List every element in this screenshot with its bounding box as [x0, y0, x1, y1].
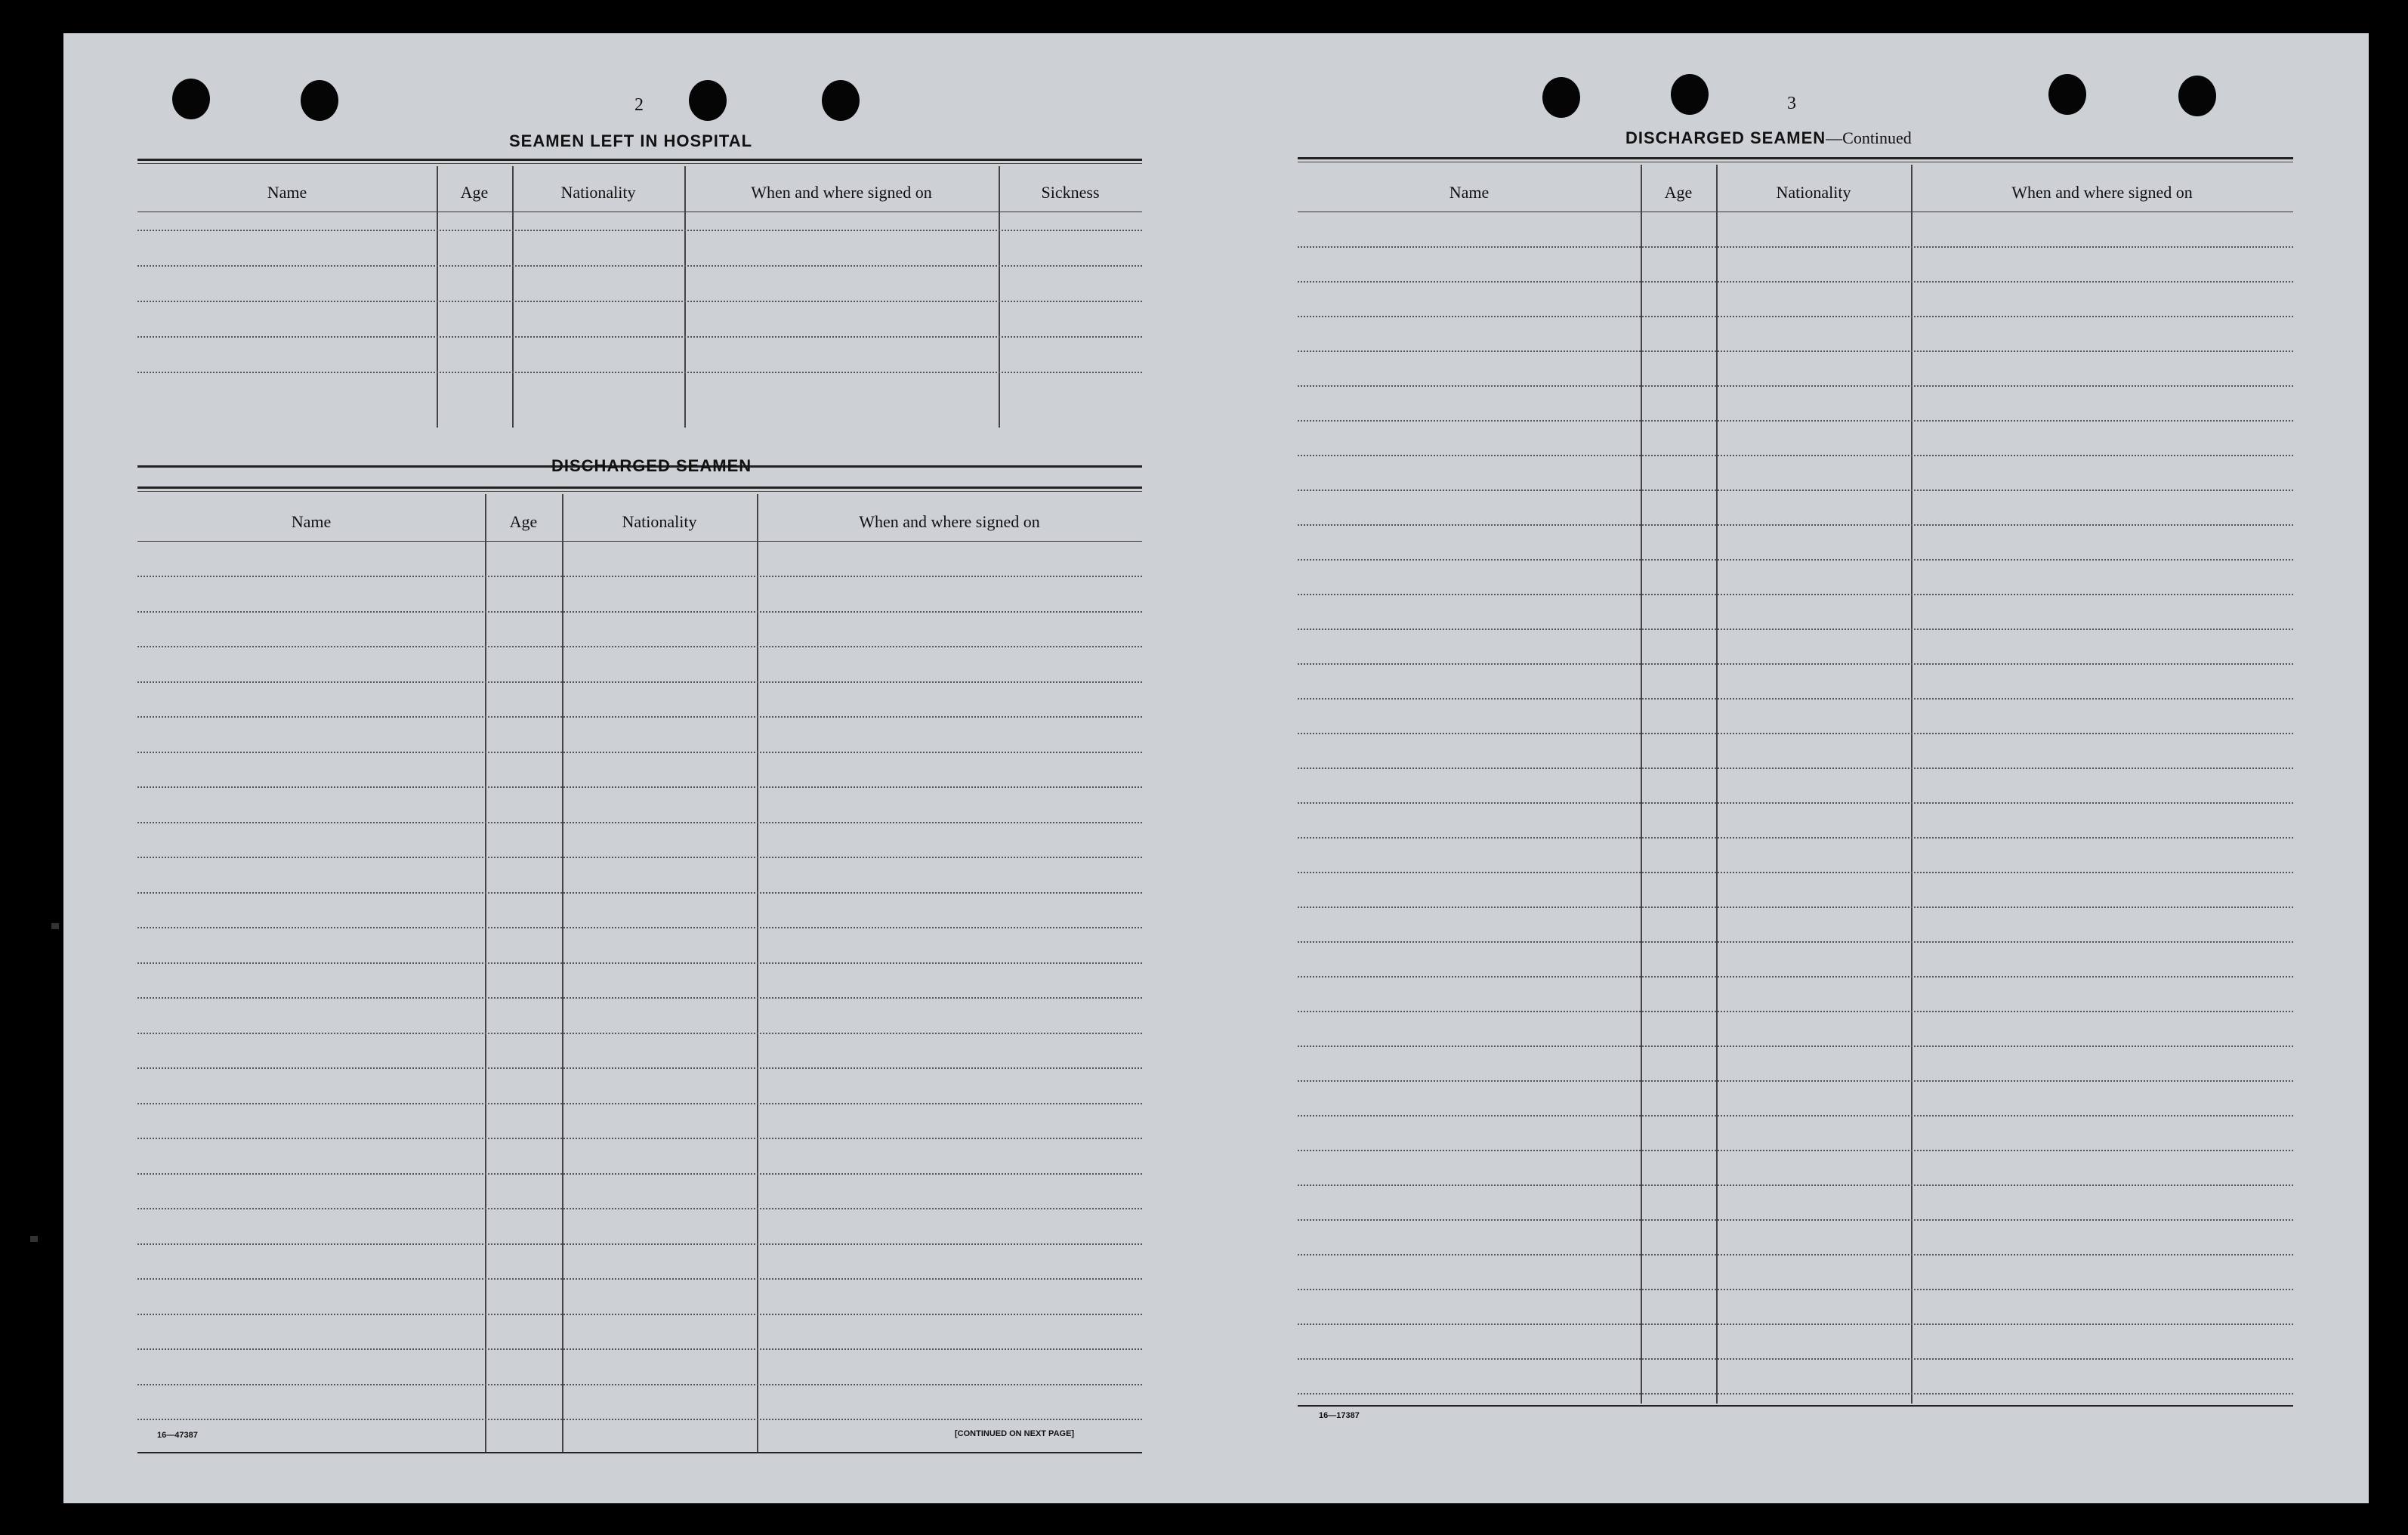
ruled-row	[1298, 351, 2293, 352]
ruled-row	[1298, 455, 2293, 456]
ruled-row	[1298, 976, 2293, 978]
ruled-row	[137, 716, 1142, 718]
ruled-row	[137, 611, 1142, 613]
ruled-row	[1298, 316, 2293, 317]
discharged-rows-left	[137, 486, 1142, 1453]
ruled-row	[137, 1208, 1142, 1209]
ruled-row	[137, 576, 1142, 577]
ruled-row	[1298, 594, 2293, 595]
ruled-row	[137, 230, 1142, 231]
ruled-row	[137, 1243, 1142, 1245]
form-number-left: 16—47387	[157, 1431, 198, 1440]
ruled-row	[137, 1278, 1142, 1280]
ruled-row	[137, 1419, 1142, 1420]
ruled-row	[1298, 1358, 2293, 1360]
ruled-row	[1298, 733, 2293, 734]
column-header-name: Name	[267, 183, 307, 202]
ruled-row	[1298, 698, 2293, 700]
punch-hole	[1542, 77, 1580, 118]
scan-speck	[51, 923, 59, 929]
punch-hole	[301, 80, 338, 121]
ruled-row	[1298, 1080, 2293, 1082]
ruled-row	[1298, 1289, 2293, 1290]
column-header-signed-on: When and where signed on	[859, 512, 1040, 531]
ruled-row	[137, 646, 1142, 647]
hospital-rows	[137, 159, 1142, 431]
ruled-row	[1298, 837, 2293, 839]
column-header-name: Name	[291, 512, 332, 531]
scan-speck	[30, 1236, 38, 1242]
punch-hole	[822, 80, 860, 121]
column-header-signed-on: When and where signed on	[2011, 183, 2193, 202]
ruled-row	[1298, 490, 2293, 491]
discharged-title-suffix: —Continued	[1826, 128, 1912, 147]
ruled-row	[137, 786, 1142, 788]
ruled-row	[1298, 1219, 2293, 1221]
ruled-row	[137, 927, 1142, 928]
punch-hole	[689, 80, 727, 121]
ruled-row	[1298, 1323, 2293, 1325]
ruled-row	[137, 372, 1142, 373]
column-header-age: Age	[460, 183, 489, 202]
ruled-row	[1298, 1011, 2293, 1012]
discharged-title-main: DISCHARGED SEAMEN	[1625, 128, 1826, 147]
ruled-row	[137, 1033, 1142, 1034]
ruled-row	[137, 892, 1142, 894]
ruled-row	[137, 336, 1142, 338]
punch-hole	[2048, 74, 2086, 115]
ruled-row	[137, 1067, 1142, 1069]
ruled-row	[1298, 1184, 2293, 1186]
hospital-section-title: SEAMEN LEFT IN HOSPITAL	[509, 131, 753, 150]
column-header-nationality: Nationality	[1776, 183, 1851, 202]
column-header-signed-on: When and where signed on	[751, 183, 932, 202]
ruled-row	[1298, 385, 2293, 387]
discharged-table-left	[137, 486, 1142, 1461]
discharged-section-title-right	[1625, 128, 1912, 148]
ruled-row	[1298, 941, 2293, 943]
continued-note: [CONTINUED ON NEXT PAGE]	[955, 1429, 1075, 1438]
ruled-row	[137, 752, 1142, 753]
ruled-row	[137, 1348, 1142, 1350]
ruled-row	[1298, 768, 2293, 769]
ruled-row	[1298, 1045, 2293, 1047]
ruled-row	[1298, 906, 2293, 908]
discharged-section-title-left: DISCHARGED SEAMEN	[551, 456, 752, 475]
column-header-nationality: Nationality	[622, 512, 697, 531]
ruled-row	[1298, 281, 2293, 283]
discharged-rows-right	[1298, 157, 2293, 1411]
ruled-row	[1298, 559, 2293, 561]
punch-hole	[172, 79, 210, 119]
ruled-row	[1298, 246, 2293, 248]
ruled-row	[1298, 629, 2293, 630]
page-number-right: 3	[1787, 94, 1796, 113]
column-header-name: Name	[1449, 183, 1490, 202]
ruled-row	[137, 681, 1142, 683]
ruled-row	[1298, 872, 2293, 873]
ruled-row	[1298, 802, 2293, 804]
ruled-row	[137, 1384, 1142, 1385]
ruled-row	[1298, 1150, 2293, 1151]
ruled-row	[137, 857, 1142, 858]
form-number-right: 16—17387	[1319, 1411, 1360, 1420]
column-header-nationality: Nationality	[560, 183, 636, 202]
ruled-row	[137, 962, 1142, 964]
ruled-row	[137, 997, 1142, 999]
column-header-age: Age	[509, 512, 538, 531]
column-header-age: Age	[1664, 183, 1693, 202]
ruled-row	[1298, 524, 2293, 526]
ruled-row	[137, 1103, 1142, 1104]
ruled-row	[1298, 1115, 2293, 1117]
page-number-left: 2	[634, 95, 644, 115]
ruled-row	[137, 1173, 1142, 1175]
ruled-row	[137, 265, 1142, 267]
ruled-row	[1298, 663, 2293, 665]
ruled-row	[137, 301, 1142, 302]
ruled-row	[137, 1138, 1142, 1139]
column-header-sickness: Sickness	[1041, 183, 1100, 202]
hospital-table	[137, 159, 1142, 470]
ruled-row	[1298, 1393, 2293, 1394]
discharged-table-right	[1298, 157, 2293, 1443]
document-sheet	[63, 33, 2369, 1503]
ruled-row	[1298, 420, 2293, 422]
punch-hole	[2178, 76, 2216, 116]
ruled-row	[137, 1314, 1142, 1315]
ruled-row	[1298, 1254, 2293, 1255]
punch-hole	[1671, 74, 1709, 115]
ruled-row	[137, 822, 1142, 823]
